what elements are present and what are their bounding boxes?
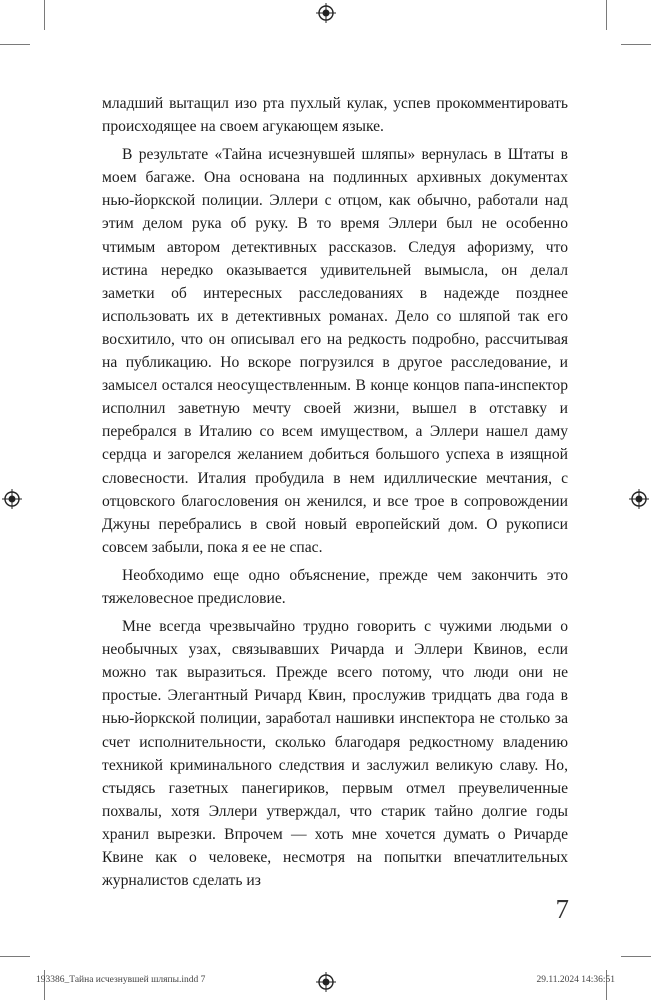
paragraph-1: младший вытащил изо рта пухлый кулак, успев прокомментировать происходящее на своем агукающем языке.: [102, 95, 568, 136]
print-slug-timestamp: 29.11.2024 14:36:51: [536, 975, 615, 985]
crop-mark-top-left: [0, 44, 30, 45]
body-text: [102, 92, 568, 892]
print-slug-filename: 193386_Тайна исчезнувшей шляпы.indd 7: [36, 975, 206, 985]
paragraph-4: Мне всегда чрезвычайно трудно говорить с чужими людьми о необычных узах, связывавших Ричарда и Эллери Квинов, если можно так выразиться. Прежде всего потому, что люди они не простые. Элегантный Ричард Квин, прослужив тридцать два года в нью-йоркской полиции, заработал нашивки инспектора не столько за счет исполнительности, сколько благодаря редкостному владению техникой криминального следствия и заслужил великую славу. Но, стыдясь газетных панегириков, первым отмел преувеличенные похвалы, хотя Эллери утверждал, что старик тайно долгие годы хранил вырезки. Впрочем — хоть мне хочется думать о Ричарде Квине как о человеке, несмотря на попытки впечатлительных журналистов сделать из: [102, 618, 568, 890]
registration-mark-bottom-icon: [316, 972, 336, 992]
registration-mark-right-icon: [629, 489, 649, 509]
page-number: 7: [555, 894, 569, 924]
crop-mark-right-top: [606, 0, 607, 30]
registration-mark-left-icon: [2, 489, 22, 509]
paragraph-2: В результате «Тайна исчезнувшей шляпы» вернулась в Штаты в моем багаже. Она основана на подлинных архивных документах нью-йоркской полиции. Эллери с отцом, как обычно, работали над этим делом рука об руку. В то время Эллери был не особенно чтимым автором детективных рассказов. Следуя афоризму, что истина нередко оказывается удивительней вымысла, он делал заметки об интересных расследованиях в надежде позднее использовать их в детективных романах. Дело со шляпой так его восхитило, что он описывал его на редкость подробно, рассчитывая на публикацию. Но вскоре погрузился в другое расследование, и замысел остался неосуществленным. В конце концов папа-инспектор исполнил заветную мечту своей жизни, вышел в отставку и перебрался в Италию со всем имуществом, а Эллери нашел даму сердца и загорелся желанием добиться большого успеха в изящной словесности. Италия пробудила в нем идиллические мечтания, с отцовского благословения он женился, и все трое в сопровождении Джуны перебрались в свой новый европейский дом. О рукописи совсем забыли, пока я ее не спас.: [102, 146, 568, 556]
crop-mark-top-right: [621, 44, 651, 45]
crop-mark-bottom-right: [621, 956, 651, 957]
crop-mark-bottom-left: [0, 956, 30, 957]
registration-mark-top-icon: [316, 3, 336, 23]
paragraph-3: Необходимо еще одно объяснение, прежде чем закончить это тяжеловесное предисловие.: [102, 566, 568, 607]
crop-mark-left-top: [44, 0, 45, 30]
